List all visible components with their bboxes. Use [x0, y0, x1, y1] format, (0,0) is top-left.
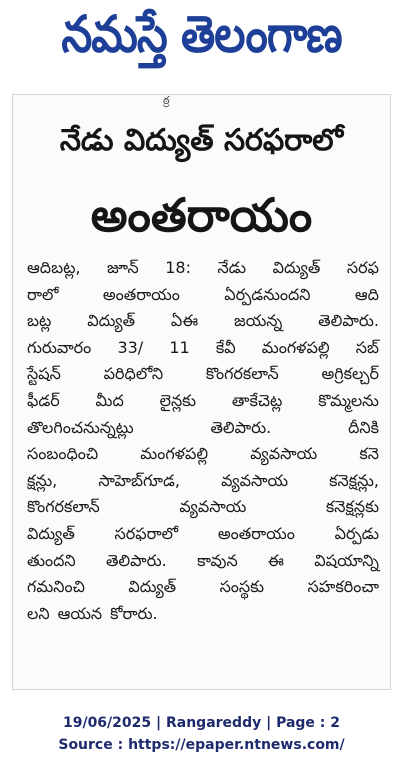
- article-word: విషయాన్ని: [314, 550, 379, 570]
- article-body-line: [27, 601, 379, 628]
- article-word: ఫీడర్: [27, 390, 60, 410]
- article-word: రాలో: [27, 284, 59, 304]
- article-word: కనె: [359, 444, 379, 464]
- article-word: మంగళపల్లి: [261, 337, 330, 357]
- newspaper-masthead: [0, 0, 403, 82]
- article-word: మంగళపల్లి: [140, 444, 209, 464]
- article-body-line: [27, 415, 379, 442]
- article-word: నేడు: [217, 258, 247, 277]
- footer-source: Source : https://epaper.ntnews.com/: [58, 737, 345, 753]
- article-word: సరఫ: [346, 258, 379, 277]
- article-word: లని: [27, 603, 50, 623]
- article-word: ఏఈ: [170, 311, 199, 331]
- article-word: ఆది: [354, 284, 379, 304]
- article-word: వ్యవసాయ: [179, 497, 247, 517]
- masthead-title: నమస్తే తెలంగాణ: [61, 5, 342, 64]
- article-word: తుందని: [27, 550, 76, 570]
- article-word: ఏర్పడనుందని: [224, 284, 311, 304]
- article-word: జయన్న: [234, 311, 283, 331]
- article-word: 11: [169, 337, 190, 357]
- article-word: విద్యుత్: [87, 311, 136, 331]
- article-word: గురువారం: [27, 337, 92, 357]
- headline-line-1: నేడు విద్యుత్ సరఫరాలో: [59, 123, 344, 158]
- article-word: వ్యవసాయ: [221, 470, 289, 490]
- article-body-line: [27, 282, 379, 309]
- article-word: అంతరాయం: [217, 523, 295, 543]
- article-body-line: [27, 388, 379, 415]
- article-word: ఈ: [268, 550, 284, 570]
- article-word: పరిధిలోని: [103, 364, 164, 384]
- article-word: తెలిపారు.: [210, 417, 272, 437]
- article-body-line: [27, 255, 379, 282]
- article-word: విద్యుత్: [272, 258, 321, 277]
- article-body-line: [27, 521, 379, 548]
- article-word: క్షన్లు,: [27, 470, 58, 490]
- article-word: విద్యుత్: [128, 577, 177, 597]
- article-body-line: [27, 361, 379, 388]
- article-word: కొంగరకలాన్: [27, 497, 100, 517]
- article-word: అగ్రికల్చర్: [321, 364, 379, 384]
- article-word: బట్ల: [27, 311, 52, 331]
- article-word: సబ్: [355, 337, 379, 357]
- article-body-line: [27, 468, 379, 495]
- article-word: తాకేచెట్ల: [231, 390, 283, 410]
- article-word: 33/: [117, 337, 144, 357]
- article-word: సహకరించా: [307, 577, 379, 597]
- article-body-line: [27, 441, 379, 468]
- footer-date-edition-page: 19/06/2025 | Rangareddy | Page : 2: [62, 715, 341, 731]
- article-word: కొమ్మలను: [318, 390, 379, 410]
- article-word: సరఫరాలో: [114, 523, 179, 543]
- article-word: కనెక్షన్లకు: [325, 497, 379, 517]
- article-body-line: [27, 494, 379, 521]
- article-word: ఆయన: [57, 603, 103, 623]
- article-word: విద్యుత్: [27, 523, 75, 543]
- article-body-line: [27, 574, 379, 601]
- headline-line-2: అంతరాయం: [90, 188, 313, 242]
- article-word: సంస్థకు: [219, 577, 265, 597]
- article-body-line: [27, 548, 379, 575]
- article-word: ఏర్పడు: [334, 523, 379, 543]
- article-word: వ్యవసాయ: [250, 444, 318, 464]
- cropped-text-fragment: ఠ్ర: [163, 94, 170, 107]
- article-word: దీనికి: [348, 417, 379, 437]
- article-word: అంతరాయం: [102, 284, 180, 304]
- article-word: జూన్: [107, 258, 139, 277]
- article-word: ఆదిబట్ల,: [27, 258, 81, 277]
- article-word: సాహెబ్‌గూడ,: [98, 470, 180, 490]
- article-word: కొంగరకలాన్: [205, 364, 279, 384]
- article-body-line: [27, 308, 379, 335]
- clipping-footer: [0, 712, 403, 756]
- article-clipping: [12, 94, 391, 690]
- article-word: సంబంధించి: [27, 444, 99, 464]
- article-word: గమనించి: [27, 577, 85, 597]
- article-body: [27, 255, 379, 627]
- article-word: కావున: [197, 550, 238, 570]
- article-word: తెలిపారు.: [318, 311, 379, 331]
- article-word: కోరారు.: [110, 603, 158, 623]
- article-body-line: [27, 335, 379, 362]
- article-word: మీద: [95, 390, 124, 410]
- article-word: తొలగించనున్నట్లు: [27, 417, 134, 437]
- article-word: 18:: [165, 258, 191, 277]
- article-word: కేవీ: [215, 337, 236, 357]
- article-word: కనెక్షన్లు,: [329, 470, 379, 490]
- article-word: స్టేషన్: [27, 364, 61, 384]
- article-word: తెలిపారు.: [105, 550, 167, 570]
- article-word: లైన్లకు: [159, 390, 197, 410]
